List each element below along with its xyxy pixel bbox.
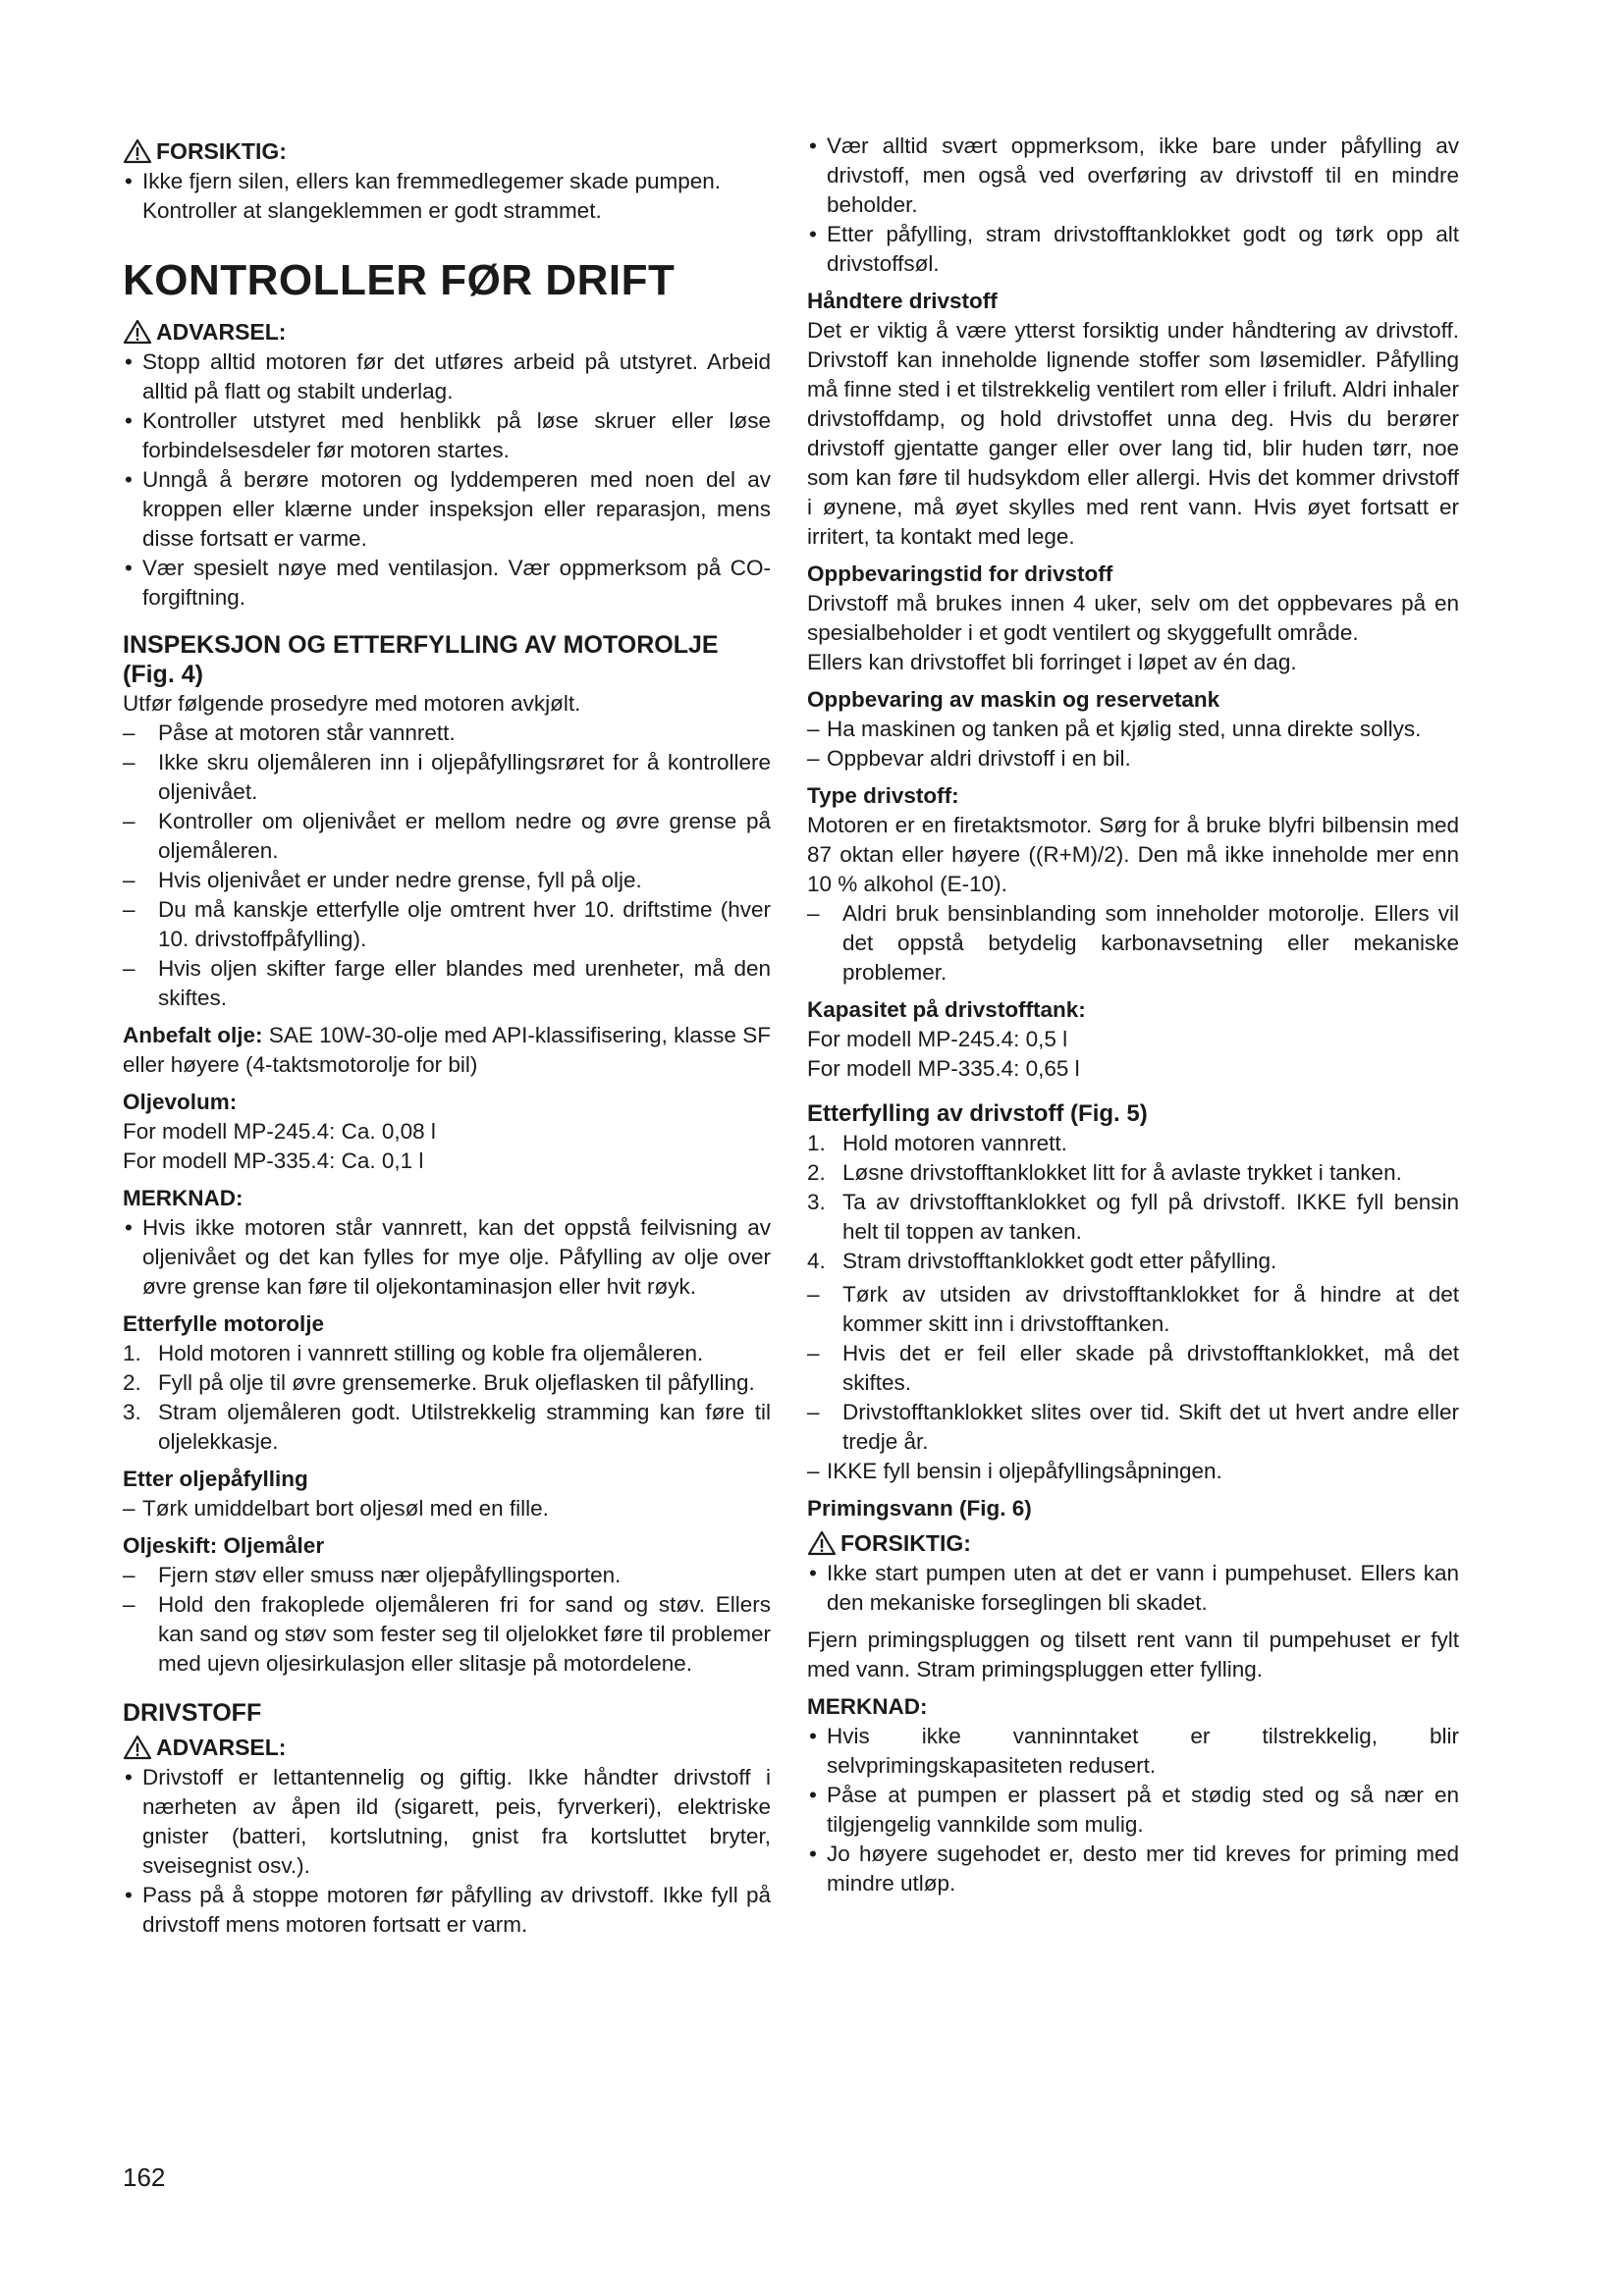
list-item xyxy=(807,1188,1459,1247)
capacity-line: For modell MP-245.4: 0,5 l xyxy=(807,1027,1068,1051)
list-item: – Fjern støv eller smuss nær oljepåfyllingsporten. xyxy=(123,1561,771,1590)
list-item: • Pass på å stoppe motoren før påfylling av drivstoff. Ikke fyll på drivstoff mens motoren fortsatt er varm. xyxy=(123,1881,771,1940)
fuel-type-heading: Type drivstoff: xyxy=(807,783,959,808)
fuel-type-list xyxy=(807,899,1459,988)
warning-triangle-icon xyxy=(123,319,152,345)
refuel-steps xyxy=(807,1129,1459,1276)
list-item: • Unngå å berøre motoren og lyddemperen med noen del av kroppen eller klærne under inspeksjon eller reparasjon, mens disse fortsatt er varme. xyxy=(123,465,771,554)
warning-triangle-icon xyxy=(123,1735,152,1760)
fuel-warning-list xyxy=(123,1763,771,1940)
step-text: Stram drivstofftanklokket godt etter påfylling. xyxy=(842,1249,1277,1273)
note2-heading: MERKNAD: xyxy=(807,1694,928,1719)
list-item: – Oppbevar aldri drivstoff i en bil. xyxy=(807,744,1459,774)
oil-volume-heading: Oljevolum: xyxy=(123,1090,238,1114)
step-number: 2. xyxy=(123,1370,141,1395)
list-item: • Jo høyere sugehodet er, desto mer tid kreves for priming med mindre utløp. xyxy=(807,1840,1459,1898)
caution-line: Kontroller at slangeklemmen er godt strammet. xyxy=(142,198,602,223)
storage-heading: Oppbevaring av maskin og reservetank xyxy=(807,687,1220,712)
list-item: – Hvis oljenivået er under nedre grense, fyll på olje. xyxy=(123,866,771,895)
priming-heading: Primingsvann (Fig. 6) xyxy=(807,1496,1032,1521)
caution-label: FORSIKTIG: xyxy=(156,138,287,164)
oil-change-list xyxy=(123,1561,771,1679)
list-item: • Kontroller utstyret med henblikk på løse skruer eller løse forbindelsesdeler før motoren startes. xyxy=(123,406,771,465)
list-item xyxy=(123,1368,771,1398)
list-item xyxy=(123,1339,771,1368)
oil-volume-line: For modell MP-335.4: Ca. 0,1 l xyxy=(123,1148,424,1173)
fuel-type-text: Motoren er en firetaktsmotor. Sørg for å bruke blyfri bilbensin med 87 oktan eller høyere ((R+M)/2). Den må ikke inneholde mer enn 10 % alkohol (E-10). xyxy=(807,813,1459,896)
step-number: 1. xyxy=(807,1131,826,1155)
warning-list xyxy=(123,347,771,613)
list-item: • Hvis ikke motoren står vannrett, kan det oppstå feilvisning av oljenivået og det kan fylles for mye olje. Påfylling av olje over øvre grense kan føre til oljekontaminasjon eller hvit røyk. xyxy=(123,1213,771,1302)
page-title: KONTROLLER FØR DRIFT xyxy=(123,256,676,304)
fuel-attention-list xyxy=(807,132,1459,279)
warning-triangle-icon xyxy=(123,138,152,164)
list-item: – Hvis det er feil eller skade på drivstofftanklokket, må det skiftes. xyxy=(807,1339,1459,1398)
storage-time-text: Drivstoff må brukes innen 4 uker, selv om det oppbevares på en spesialbeholder i et godt ventilert og skyggefullt område. xyxy=(807,591,1459,645)
recommended-oil-label: Anbefalt olje: xyxy=(123,1023,263,1047)
step-text: Hold motoren vannrett. xyxy=(842,1131,1067,1155)
list-item xyxy=(123,1398,771,1457)
recommended-oil xyxy=(123,1021,771,1080)
refill-oil-steps xyxy=(123,1339,771,1457)
left-column xyxy=(123,132,771,1940)
note-list xyxy=(123,1213,771,1302)
priming-text: Fjern primingspluggen og tilsett rent vann til pumpehuset er fylt med vann. Stram primingspluggen etter fylling. xyxy=(807,1628,1459,1682)
note2-list xyxy=(807,1722,1459,1898)
priming-caution-heading xyxy=(807,1527,1459,1559)
refill-oil-heading: Etterfylle motorolje xyxy=(123,1311,325,1336)
note-heading: MERKNAD: xyxy=(123,1186,244,1210)
step-number: 3. xyxy=(807,1190,826,1214)
priming-caution-label: FORSIKTIG: xyxy=(840,1530,971,1556)
list-item: • Etter påfylling, stram drivstofftanklokket godt og tørk opp alt drivstoffsøl. xyxy=(807,220,1459,279)
after-refill-heading: Etter oljepåfylling xyxy=(123,1467,308,1491)
step-text: Fyll på olje til øvre grensemerke. Bruk oljeflasken til påfylling. xyxy=(158,1370,755,1395)
oil-volume-line: For modell MP-245.4: Ca. 0,08 l xyxy=(123,1119,436,1144)
list-item: – Du må kanskje etterfylle olje omtrent hver 10. driftstime (hver 10. drivstoffpåfylling). xyxy=(123,895,771,954)
inspection-intro: Utfør følgende prosedyre med motoren avkjølt. xyxy=(123,691,581,716)
list-item: • Stopp alltid motoren før det utføres arbeid på utstyret. Arbeid alltid på flatt og stabilt underlag. xyxy=(123,347,771,406)
step-number: 2. xyxy=(807,1160,826,1185)
inspection-list xyxy=(123,719,771,1013)
fuel-warning-label: ADVARSEL: xyxy=(156,1735,287,1760)
list-item: – Hold den frakoplede oljemåleren fri for sand og støv. Ellers kan sand og støv som fester seg til oljelokket føre til problemer med ujevn oljesirkulasjon eller slitasje på motordelene. xyxy=(123,1590,771,1679)
capacity-heading: Kapasitet på drivstofftank: xyxy=(807,997,1086,1022)
step-text: Hold motoren i vannrett stilling og koble fra oljemåleren. xyxy=(158,1341,704,1365)
warning-triangle-icon xyxy=(807,1530,837,1556)
step-text: Ta av drivstofftanklokket og fyll på drivstoff. IKKE fyll bensin helt til toppen av tanken. xyxy=(842,1190,1459,1244)
list-item: – IKKE fyll bensin i oljepåfyllingsåpningen. xyxy=(807,1457,1459,1486)
inspection-heading: INSPEKSJON OG ETTERFYLLING AV MOTOROLJE (Fig. 4) xyxy=(123,631,719,688)
caution-heading xyxy=(123,135,771,167)
storage-list xyxy=(807,715,1459,774)
refuel-notes xyxy=(807,1280,1459,1486)
right-column xyxy=(807,132,1459,1898)
list-item: • Vær spesielt nøye med ventilasjon. Vær oppmerksom på CO-forgiftning. xyxy=(123,554,771,613)
list-item: – Påse at motoren står vannrett. xyxy=(123,719,771,748)
list-item xyxy=(807,715,1459,744)
list-item: – Ikke skru oljemåleren inn i oljepåfyllingsrøret for å kontrollere oljenivået. xyxy=(123,748,771,807)
step-number: 1. xyxy=(123,1341,141,1365)
storage-time-text-2: Ellers kan drivstoffet bli forringet i løpet av én dag. xyxy=(807,650,1297,674)
caution-bullet: • Ikke fjern silen, ellers kan fremmedlegemer skade pumpen. xyxy=(123,167,771,196)
handling-text: Det er viktig å være ytterst forsiktig under håndtering av drivstoff. Drivstoff kan inneholde lignende stoffer som løsemidler. Påfylling må finne sted i et tilstrekkelig ventilert rom eller i friluft. Aldri inhaler drivstoffdamp, og hold drivstoffet unna deg. Hvis du berører drivstoff gjentatte ganger eller over lang tid, blir huden tørr, noe som kan føre til hudsykdom eller allergi. Hvis det kommer drivstoff i øynene, må øyet skylles med rent vann. Hvis øyet fortsatt er irritert, ta kontakt med lege. xyxy=(807,318,1460,549)
step-number: 4. xyxy=(807,1249,826,1273)
step-text: Stram oljemåleren godt. Utilstrekkelig stramming kan føre til oljelekkasje. xyxy=(158,1400,771,1454)
list-item xyxy=(807,1129,1459,1158)
step-number: 3. xyxy=(123,1400,141,1424)
list-item: • Påse at pumpen er plassert på et stødig sted og så nær en tilgjengelig vannkilde som mulig. xyxy=(807,1781,1459,1840)
warning-label: ADVARSEL: xyxy=(156,319,287,345)
after-refill-list xyxy=(123,1494,771,1523)
storage-time-heading: Oppbevaringstid for drivstoff xyxy=(807,561,1113,586)
list-item: – Tørk umiddelbart bort oljesøl med en fille. xyxy=(123,1494,771,1523)
list-item: • Ikke start pumpen uten at det er vann i pumpehuset. Ellers kan den mekaniske forseglingen bli skadet. xyxy=(807,1559,1459,1618)
list-item: – Drivstofftanklokket slites over tid. Skift det ut hvert andre eller tredje år. xyxy=(807,1398,1459,1457)
page-number: 162 xyxy=(123,2163,166,2192)
recommended-oil-text: SAE 10W-30-olje med API-klassifisering, klasse SF eller høyere (4-taktsmotorolje for bil) xyxy=(123,1023,771,1077)
refuel-heading: Etterfylling av drivstoff (Fig. 5) xyxy=(807,1100,1148,1127)
list-item xyxy=(807,1247,1459,1276)
oil-change-heading: Oljeskift: Oljemåler xyxy=(123,1533,325,1558)
priming-caution-list xyxy=(807,1559,1459,1618)
list-item: • Drivstoff er lettantennelig og giftig. Ikke håndter drivstoff i nærheten av åpen ild (sigarett, peis, fyrverkeri), elektriske gnister (batteri, kortslutning, gnist fra kortsluttet bryter, sveisegnist osv.). xyxy=(123,1763,771,1881)
capacity-line: For modell MP-335.4: 0,65 l xyxy=(807,1056,1080,1081)
list-item: • Vær alltid svært oppmerksom, ikke bare under påfylling av drivstoff, men også ved overføring av drivstoff til en mindre beholder. xyxy=(807,132,1459,220)
list-item-text: Ha maskinen og tanken på et kjølig sted, unna direkte sollys. xyxy=(827,717,1422,741)
list-item: – Tørk av utsiden av drivstofftanklokket for å hindre at det kommer skitt inn i drivstofftanken. xyxy=(807,1280,1459,1339)
list-item: • Hvis ikke vanninntaket er tilstrekkelig, blir selvprimingskapasiteten redusert. xyxy=(807,1722,1459,1781)
fuel-heading: DRIVSTOFF xyxy=(123,1699,262,1727)
list-item xyxy=(807,1158,1459,1188)
list-item: – Hvis oljen skifter farge eller blandes med urenheter, må den skiftes. xyxy=(123,954,771,1013)
list-item: – Kontroller om oljenivået er mellom nedre og øvre grense på oljemåleren. xyxy=(123,807,771,866)
caution-list xyxy=(123,167,771,196)
handling-heading: Håndtere drivstoff xyxy=(807,289,998,313)
list-item: – Aldri bruk bensinblanding som inneholder motorolje. Ellers vil det oppstå betydelig karbonavsetning eller mekaniske problemer. xyxy=(807,899,1459,988)
step-text: Løsne drivstofftanklokket litt for å avlaste trykket i tanken. xyxy=(842,1160,1402,1185)
warning-heading xyxy=(123,316,771,347)
fuel-warning-heading xyxy=(123,1732,771,1763)
